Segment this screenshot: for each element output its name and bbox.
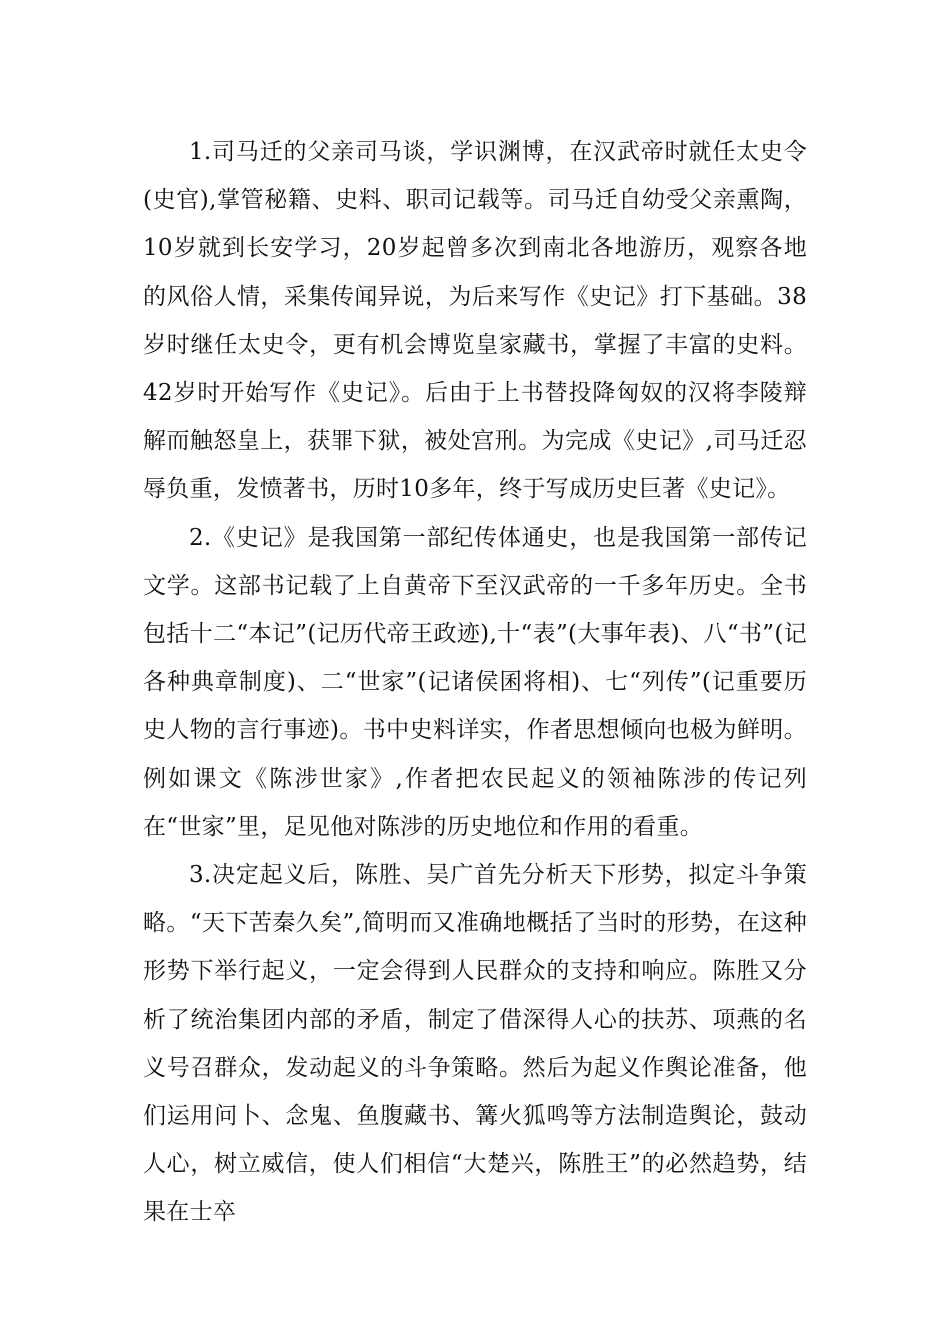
- paragraph-1: 1.司马迁的父亲司马谈，学识渊博，在汉武帝时就任太史令(史官),掌管秘籍、史料、职司记载等。司马迁自幼受父亲熏陶，10岁就到长安学习，20岁起曾多次到南北各地游历，观察各地的风俗人情，采集传闻异说，为后来写作《史记》打下基础。38岁时继任太史令，更有机会博览皇家藏书，掌握了丰富的史料。42岁时开始写作《史记》。后由于上书替投降匈奴的汉将李陵辩解而触怒皇上，获罪下狱，被处宫刑。为完成《史记》,司马迁忍辱负重，发愤著书，历时10多年，终于写成历史巨著《史记》。: [143, 139, 807, 503]
- document-body: [143, 128, 807, 1237]
- paragraph-2: 2.《史记》是我国第一部纪传体通史，也是我国第一部传记文学。这部书记载了上自黄帝下至汉武帝的一千多年历史。全书包括十二“本记”(记历代帝王政迹),十“表”(大事年表)、八“书”(记各种典章制度)、二“世家”(记诸侯囷将相)、七“列传”(记重要历史人物的言行事迹)。书中史料详实，作者思想倾向也极为鲜明。例如课文《陈涉世家》,作者把农民起义的领袖陈涉的传记列在“世家”里，足见他对陈涉的历史地位和作用的看重。: [143, 524, 807, 840]
- paragraph-3: 3.决定起义后，陈胜、吴广首先分析天下形势，拟定斗争策略。“天下苦秦久矣”,简明而又准确地概括了当时的形势，在这种形势下举行起义，一定会得到人民群众的支持和响应。陈胜又分析了统治集团内部的矛盾，制定了借深得人心的扶苏、项燕的名义号召群众，发动起义的斗争策略。然后为起义作舆论准备，他们运用问卜、念鬼、鱼腹藏书、篝火狐鸣等方法制造舆论，鼓动人心，树立威信，使人们相信“大楚兴，陈胜王”的必然趋势，结果在士卒: [143, 862, 807, 1226]
